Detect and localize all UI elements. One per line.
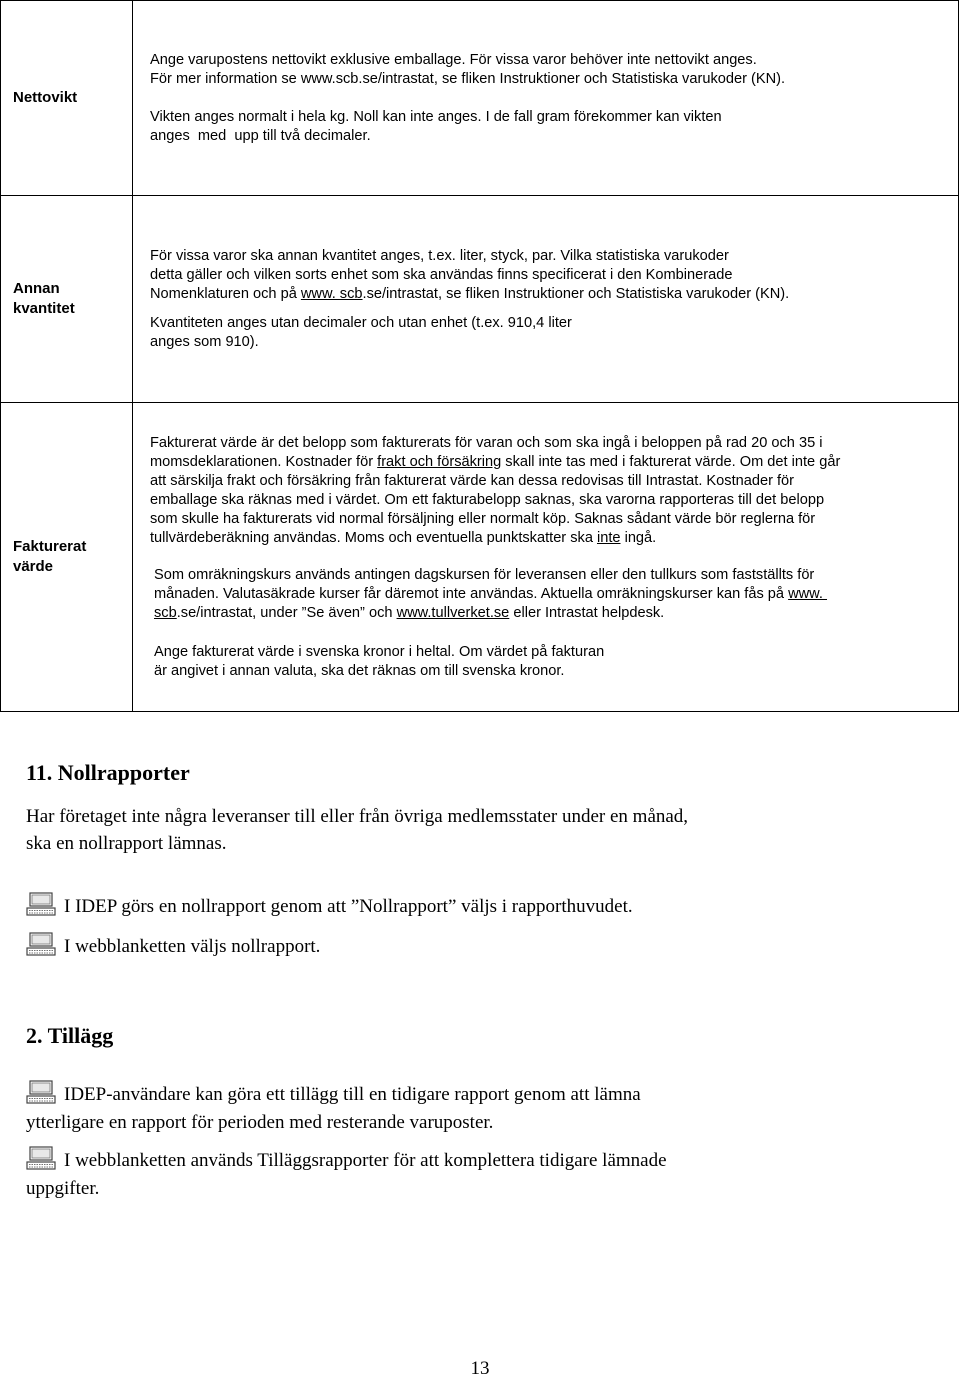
row-content-fakturerat-varde [133,403,959,712]
label-text: Nettovikt [13,89,78,106]
text-line: anges som 910). [150,333,259,350]
label-text: Fakturerat [13,538,87,555]
row-label-fakturerat-varde [1,403,133,712]
scb-link[interactable]: www. scb [300,285,363,302]
exchange-rate-block [150,566,950,623]
computer-keyboard-icon [26,932,56,956]
text-line: Fakturerat värde är det belopp som fakturerats för varan och som ska ingå i beloppen på rad 20 och 35 i [150,434,823,451]
paragraph-nollrapporter [26,803,926,857]
scb-link[interactable]: www. [788,585,828,602]
text-span: ingå. [620,529,657,546]
section-heading-tillagg: 2. Tillägg [26,1023,114,1048]
text-line: att särskilja frakt och försäkring från fakturerat värde kan dessa redovisas till Intrastat. Kostnader för [150,472,795,489]
text-span: tullvärdeberäkning användas. Moms och eventuella punktskatter ska [150,529,597,546]
table-row-nettovikt [1,1,959,196]
text-line: För mer information se www.scb.se/intrastat, se fliken Instruktioner och Statistiska varukoder (KN). [150,70,786,87]
text-span: månaden. Valutasäkrade kurser får däremot inte användas. Aktuella omräkningskurser kan fås på [154,585,789,602]
computer-keyboard-icon [26,892,56,916]
row-content-nettovikt [133,1,959,196]
text-span: .se/intrastat, se fliken Instruktioner och Statistiska varukoder (KN). [362,285,790,302]
bullet-text: I IDEP görs en nollrapport genom att ”Nollrapport” väljs i rapporthuvudet. [64,896,633,917]
text-line: uppgifter. [26,1178,100,1199]
computer-keyboard-icon [26,1146,56,1170]
row-content-annan-kvantitet [133,196,959,403]
text-line [26,1080,926,1109]
section-heading-nollrapporter: 11. Nollrapporter [26,760,190,785]
text-line: som skulle ha fakturerats vid normal försäljning eller normalt köp. Saknas sådant värde bör reglerna för [150,510,816,527]
text-span: Nomenklaturen och på [150,285,301,302]
row-label-nettovikt [1,1,133,196]
text-line: ska en nollrapport lämnas. [26,833,227,854]
text-line: är angivet i annan valuta, ska det räknas om till svenska kronor. [154,662,565,679]
bullet-webblankett-nollrapport [26,932,926,961]
bullet-text: I webblanketten väljs nollrapport. [64,936,321,957]
scb-link[interactable]: scb [154,604,177,621]
text-line [154,585,950,604]
bullet-webblankett-tillagg [26,1146,926,1203]
text-line: detta gäller och vilken sorts enhet som ska användas finns specificerat i den Kombinerade [150,266,733,283]
text-line: ytterligare en rapport för perioden med resterande varuposter. [26,1112,494,1133]
text-line: Har företaget inte några leveranser till eller från övriga medlemsstater under en månad, [26,806,689,827]
text-line [150,285,950,304]
label-text: kvantitet [13,300,75,317]
text-line [150,453,950,472]
row-label-annan-kvantitet [1,196,133,403]
table-row-fakturerat-varde [1,403,959,712]
currency-block [150,643,950,681]
computer-keyboard-icon [26,1080,56,1104]
text-span: skall inte tas med i fakturerat värde. Om det inte går [501,453,841,470]
text-line: anges med upp till två decimaler. [150,127,371,144]
underlined-text: frakt och försäkring [377,453,502,470]
text-line: Kvantiteten anges utan decimaler och utan enhet (t.ex. 910,4 liter [150,314,572,331]
text-span: momsdeklarationen. Kostnader för [150,453,378,470]
bullet-idep-nollrapport [26,892,926,921]
text-line: emballage ska räknas med i värdet. Om ett fakturabelopp saknas, ska varorna rapporteras till det belopp [150,491,825,508]
text-line [150,529,950,548]
bullet-text: I webblanketten används Tilläggsrapporter för att komplettera tidigare lämnade [64,1150,667,1171]
table-row-annan-kvantitet [1,196,959,403]
text-span: .se/intrastat, under ”Se även” och [176,604,397,621]
text-line [154,604,950,623]
text-line: Ange varupostens nettovikt exklusive emballage. För vissa varor behöver inte nettovikt anges. [150,51,757,68]
text-line: För vissa varor ska annan kvantitet anges, t.ex. liter, styck, par. Vilka statistiska varukoder [150,247,729,264]
page-number: 13 [470,1358,490,1379]
tullverket-link[interactable]: www.tullverket.se [396,604,510,621]
label-text: Annan [13,280,60,297]
bullet-text: IDEP-användare kan göra ett tillägg till en tidigare rapport genom att lämna [64,1084,641,1105]
text-line: Som omräkningskurs används antingen dagskursen för leveransen eller den tullkurs som fastställts för [154,566,815,583]
text-line [26,1146,926,1175]
bullet-idep-tillagg [26,1080,926,1137]
text-line: Vikten anges normalt i hela kg. Noll kan inte anges. I de fall gram förekommer kan vikten [150,108,722,125]
label-text: värde [13,558,54,575]
text-line: Ange fakturerat värde i svenska kronor i heltal. Om värdet på fakturan [154,643,605,660]
underlined-text: inte [596,529,621,546]
text-span: eller Intrastat helpdesk. [509,604,665,621]
